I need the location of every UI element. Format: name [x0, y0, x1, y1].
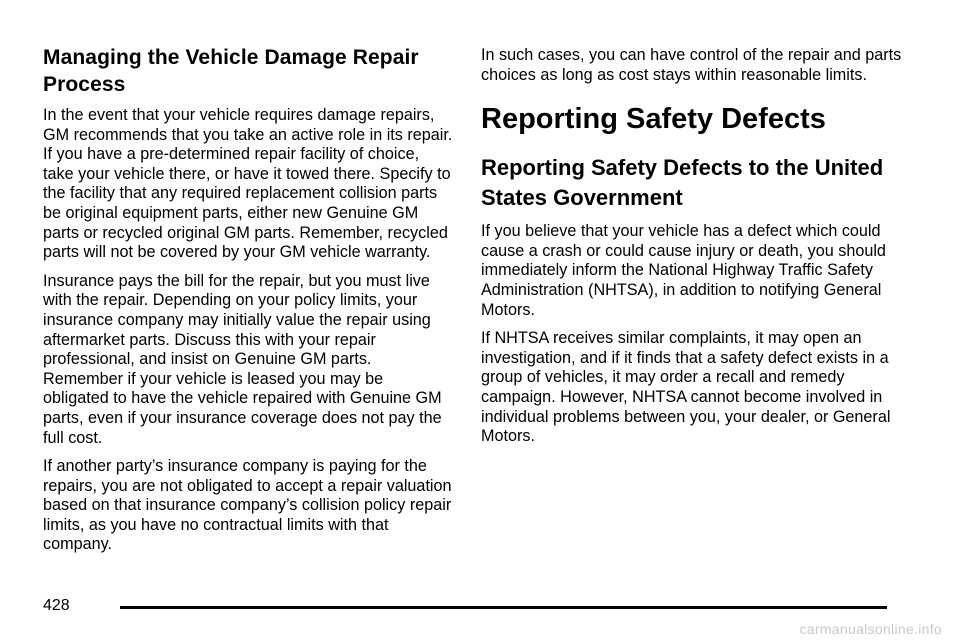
paragraph-continuation: In such cases, you can have control of the repair and parts choices as long as cost stays within reasonable limits. [481, 46, 902, 84]
section-heading-damage-repair: Managing the Vehicle Damage Repair Process [43, 46, 419, 96]
watermark: carmanualsonline.info [799, 621, 942, 637]
footer-rule [120, 606, 887, 609]
section-title-safety-defects: Reporting Safety Defects [481, 103, 826, 136]
paragraph-nhtsa-complaints: If NHTSA receives similar complaints, it may open an investigation, and if it finds that a safety defect exists in a group of vehicles, it may order a recall and remedy campaign. However, NHTSA cannot become involved in individual problems between you, your dealer, or General Motors. [481, 329, 891, 446]
paragraph-damage-repair-1: In the event that your vehicle requires damage repairs, GM recommends that you take an active role in its repair. If you have a pre-determined repair facility of choice, take your vehicle there, or have it towed there. Specify to the facility that any required replacement collision parts be original equipment parts, either new Genuine GM parts or recycled original GM parts. Remember, recycled parts will not be covered by your GM vehicle warranty. [43, 106, 453, 262]
subsection-title-us-government: Reporting Safety Defects to the United States Government [481, 155, 884, 211]
left-column [43, 44, 453, 564]
right-column [481, 46, 903, 456]
page-footer [43, 596, 889, 620]
paragraph-another-party: If another party’s insurance company is paying for the repairs, you are not obligated to accept a repair valuation based on that insurance company’s collision policy repair limits, as you have no contractual limits with that company. [43, 457, 452, 554]
page-number: 428 [43, 597, 70, 614]
paragraph-insurance: Insurance pays the bill for the repair, but you must live with the repair. Depending on your policy limits, your insurance company may initially value the repair using aftermarket parts. Discuss this with your repair professional, and insist on Genuine GM parts. Remember if your vehicle is leased you may be obligated to have the vehicle repaired with Genuine GM parts, even if your insurance coverage does not pay the full cost. [43, 271, 442, 447]
paragraph-nhtsa-inform: If you believe that your vehicle has a defect which could cause a crash or could cause injury or death, you should immediately inform the National Highway Traffic Safety Administration (NHTSA), in addition to notifying General Motors. [481, 222, 886, 319]
